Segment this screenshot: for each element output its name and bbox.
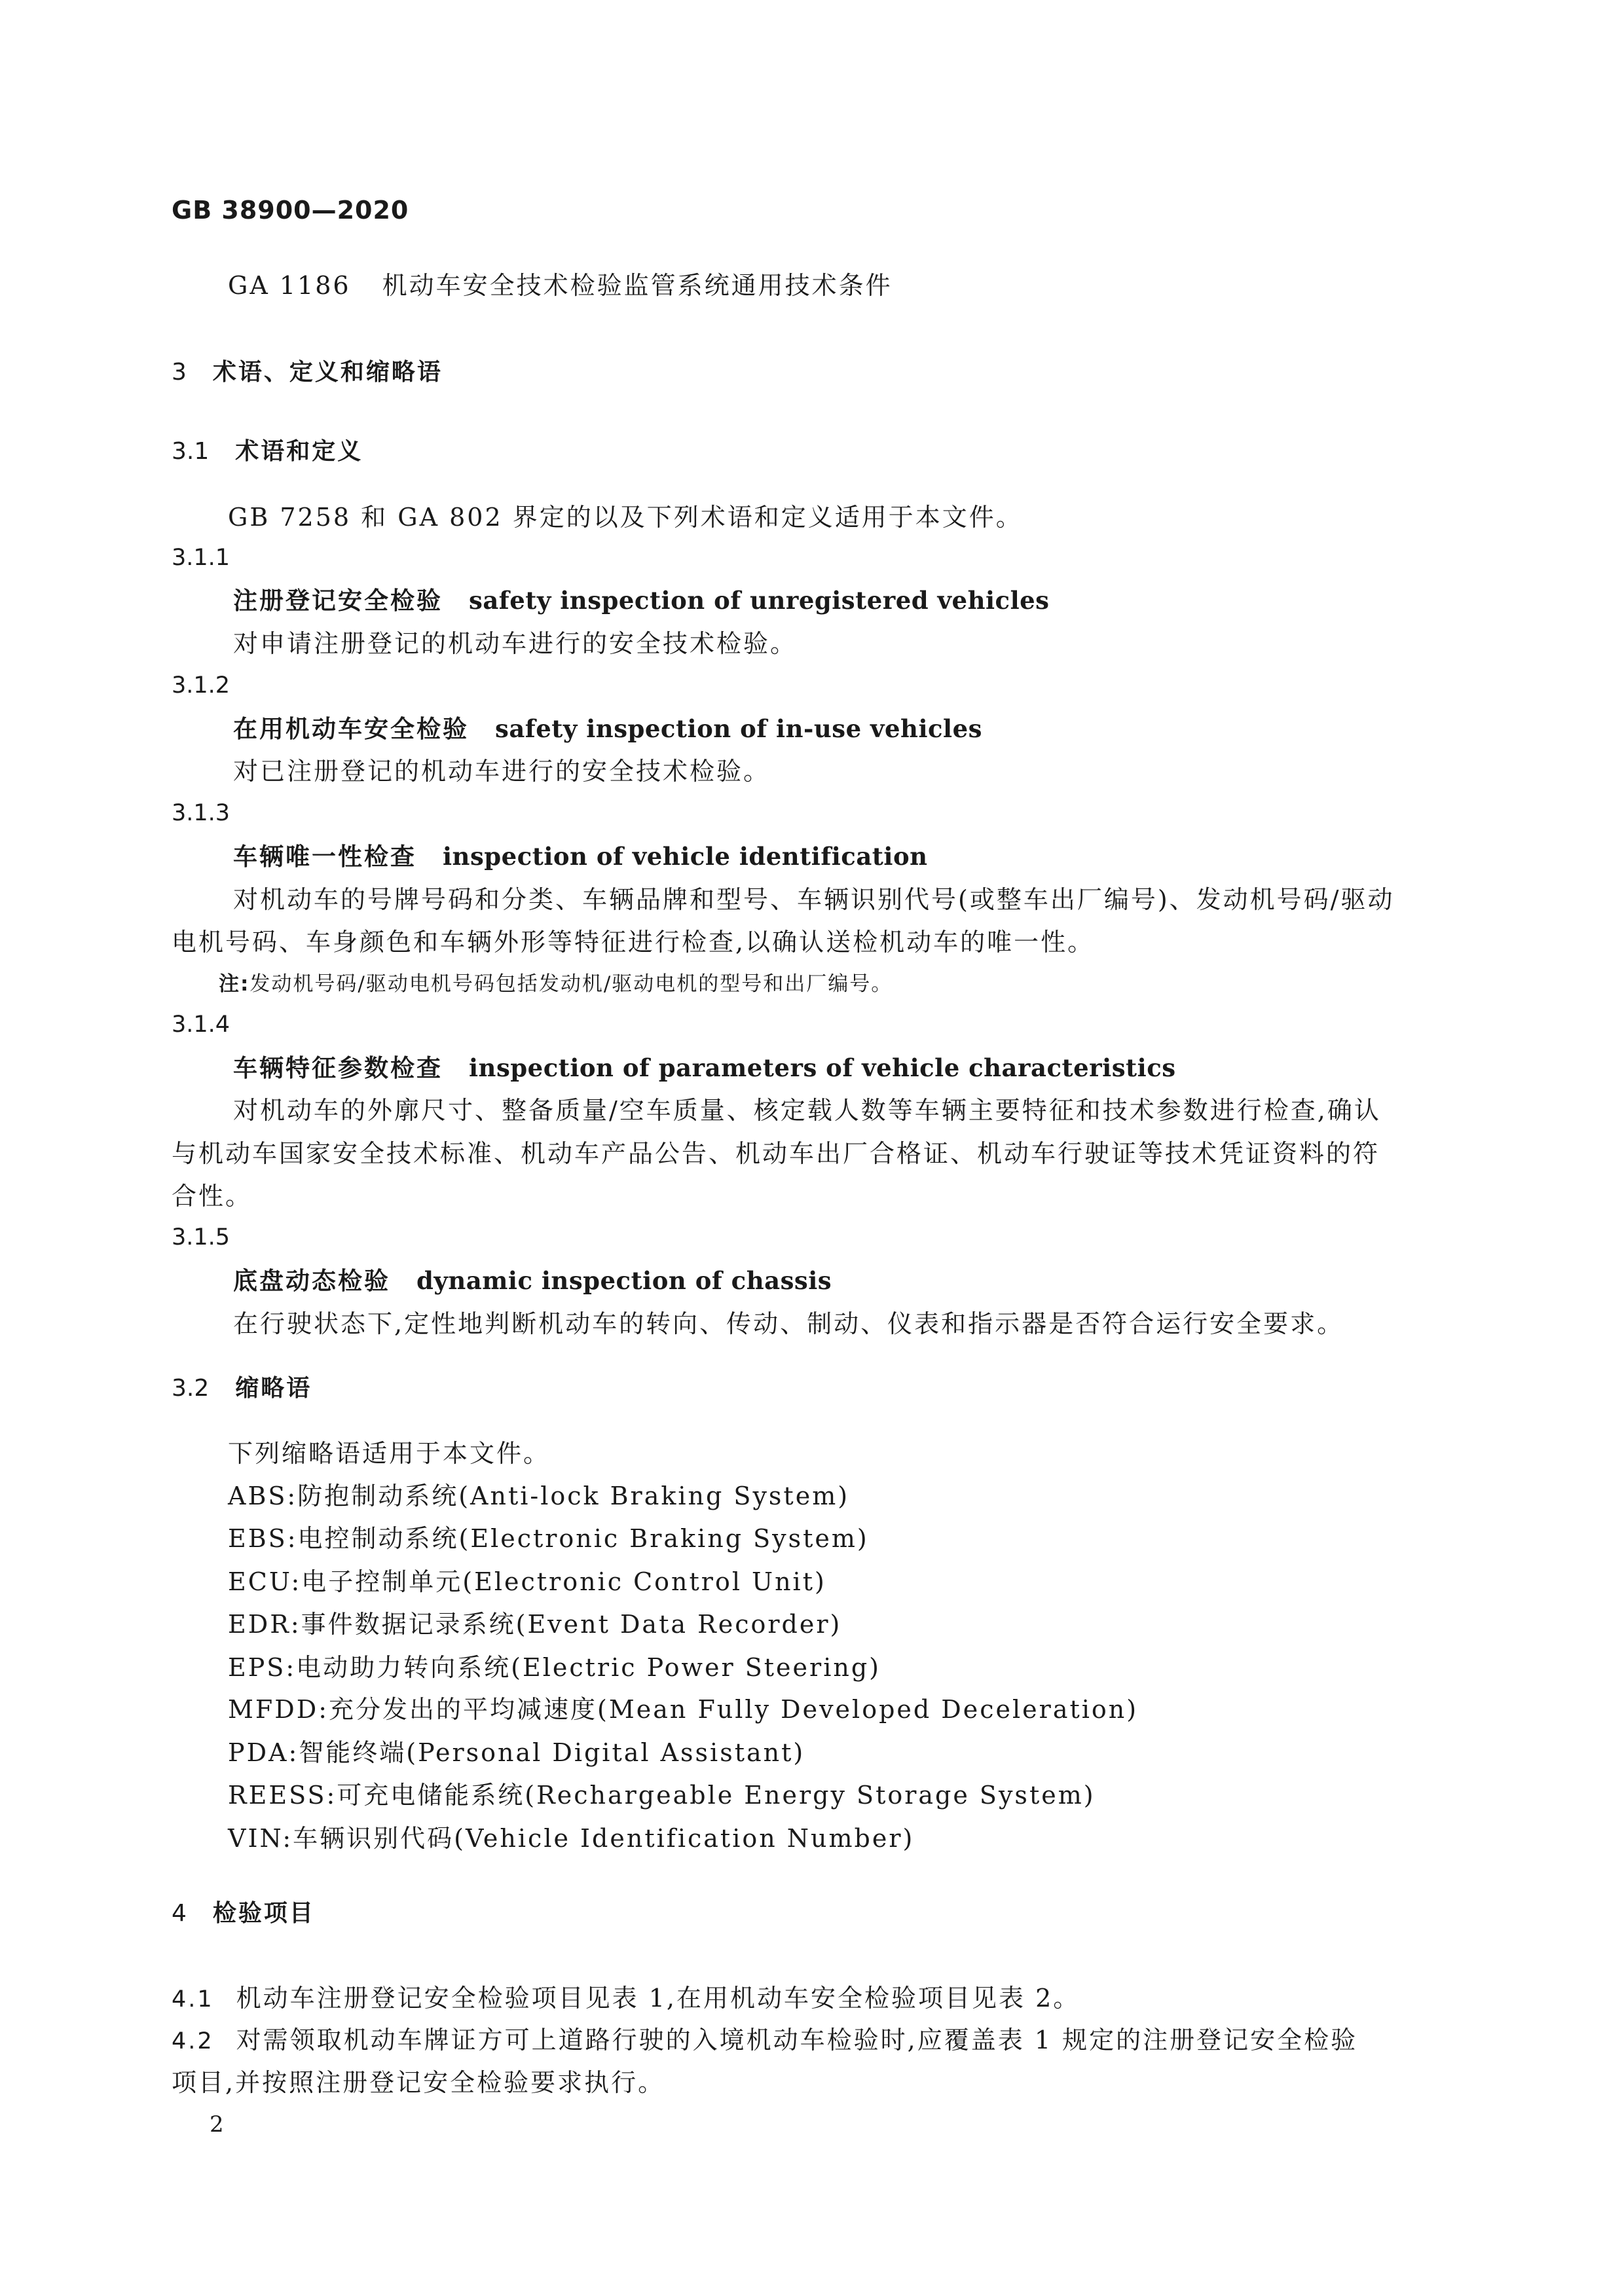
section-number: 3.2 <box>172 1375 210 1402</box>
term-heading <box>233 586 1050 615</box>
running-header: GB 38900—2020 <box>172 196 409 225</box>
term-heading <box>233 1053 1176 1082</box>
clause-text: 对需领取机动车牌证方可上道路行驶的入境机动车检验时,应覆盖表 1 规定的注册登记安全检验 <box>236 2026 1358 2054</box>
term-zh: 注册登记安全检验 <box>233 587 443 615</box>
term-note <box>219 974 893 994</box>
section-number: 3 <box>172 359 187 386</box>
section-3-1-heading <box>172 440 363 464</box>
section-title: 检验项目 <box>212 1900 315 1927</box>
term-number: 3.1.4 <box>172 1011 231 1038</box>
clause-4-2 <box>172 2028 1357 2053</box>
section-title: 术语、定义和缩略语 <box>212 359 443 386</box>
clause-number: 4.2 <box>172 2028 214 2054</box>
term-en: safety inspection of unregistered vehicles <box>469 586 1050 615</box>
term-definition: 对已注册登记的机动车进行的安全技术检验。 <box>233 757 771 786</box>
term-number: 3.1.3 <box>172 800 231 826</box>
abbreviation-item: PDA:智能终端(Personal Digital Assistant) <box>228 1738 805 1767</box>
term-definition: 与机动车国家安全技术标准、机动车产品公告、机动车出厂合格证、机动车行驶证等技术凭证资料的符 <box>172 1139 1380 1168</box>
section-3-2-intro: 下列缩略语适用于本文件。 <box>228 1439 551 1468</box>
term-definition: 对申请注册登记的机动车进行的安全技术检验。 <box>233 629 798 658</box>
term-number: 3.1.2 <box>172 672 231 699</box>
section-number: 3.1 <box>172 438 210 465</box>
abbreviation-item: EDR:事件数据记录系统(Event Data Recorder) <box>228 1610 842 1639</box>
term-heading <box>233 842 928 871</box>
section-3-heading <box>172 361 443 384</box>
clause-text: 机动车注册登记安全检验项目见表 1,在用机动车安全检验项目见表 2。 <box>236 1984 1080 2013</box>
clause-4-2-continued: 项目,并按照注册登记安全检验要求执行。 <box>172 2068 665 2097</box>
section-title: 缩略语 <box>235 1375 312 1402</box>
term-zh: 在用机动车安全检验 <box>233 715 469 743</box>
term-en: inspection of parameters of vehicle characteristics <box>469 1053 1176 1082</box>
section-3-1-intro: GB 7258 和 GA 802 界定的以及下列术语和定义适用于本文件。 <box>228 503 1023 532</box>
term-zh: 底盘动态检验 <box>233 1267 390 1295</box>
section-4-heading <box>172 1902 315 1925</box>
page-number: 2 <box>210 2111 224 2138</box>
abbreviation-item: EPS:电动助力转向系统(Electric Power Steering) <box>228 1653 881 1682</box>
section-3-2-heading <box>172 1377 312 1400</box>
note-label: 注: <box>219 972 250 996</box>
abbreviation-item: ECU:电子控制单元(Electronic Control Unit) <box>228 1567 826 1596</box>
term-definition: 在行驶状态下,定性地判断机动车的转向、传动、制动、仪表和指示器是否符合运行安全要求。 <box>233 1309 1344 1338</box>
term-definition: 对机动车的外廓尺寸、整备质量/空车质量、核定载人数等车辆主要特征和技术参数进行检查,确认 <box>233 1096 1381 1125</box>
term-number: 3.1.5 <box>172 1224 231 1250</box>
term-definition: 电机号码、车身颜色和车辆外形等特征进行检查,以确认送检机动车的唯一性。 <box>172 928 1095 957</box>
note-text: 发动机号码/驱动电机号码包括发动机/驱动电机的型号和出厂编号。 <box>249 972 893 996</box>
normative-reference <box>228 273 893 298</box>
clause-4-1 <box>172 1986 1080 2011</box>
term-zh: 车辆唯一性检查 <box>233 843 416 871</box>
term-heading <box>233 1266 832 1295</box>
abbreviation-item: VIN:车辆识别代码(Vehicle Identification Number) <box>228 1824 915 1853</box>
ref-code: GA 1186 <box>228 271 351 300</box>
term-en: dynamic inspection of chassis <box>416 1266 832 1295</box>
section-number: 4 <box>172 1900 187 1927</box>
term-definition: 合性。 <box>172 1182 253 1211</box>
abbreviation-item: ABS:防抱制动系统(Anti-lock Braking System) <box>228 1482 850 1510</box>
term-en: inspection of vehicle identification <box>443 842 928 871</box>
section-title: 术语和定义 <box>235 438 363 465</box>
term-heading <box>233 714 982 743</box>
abbreviation-item: EBS:电控制动系统(Electronic Braking System) <box>228 1524 869 1553</box>
abbreviation-item: MFDD:充分发出的平均减速度(Mean Fully Developed Deceleration) <box>228 1695 1139 1724</box>
term-zh: 车辆特征参数检查 <box>233 1054 443 1082</box>
term-definition: 对机动车的号牌号码和分类、车辆品牌和型号、车辆识别代号(或整车出厂编号)、发动机号码/驱动 <box>233 885 1395 914</box>
ref-title: 机动车安全技术检验监管系统通用技术条件 <box>382 271 893 300</box>
clause-number: 4.1 <box>172 1986 214 2013</box>
abbreviation-item: REESS:可充电储能系统(Rechargeable Energy Storage System) <box>228 1781 1096 1810</box>
term-number: 3.1.1 <box>172 545 231 571</box>
term-en: safety inspection of in-use vehicles <box>495 714 982 743</box>
